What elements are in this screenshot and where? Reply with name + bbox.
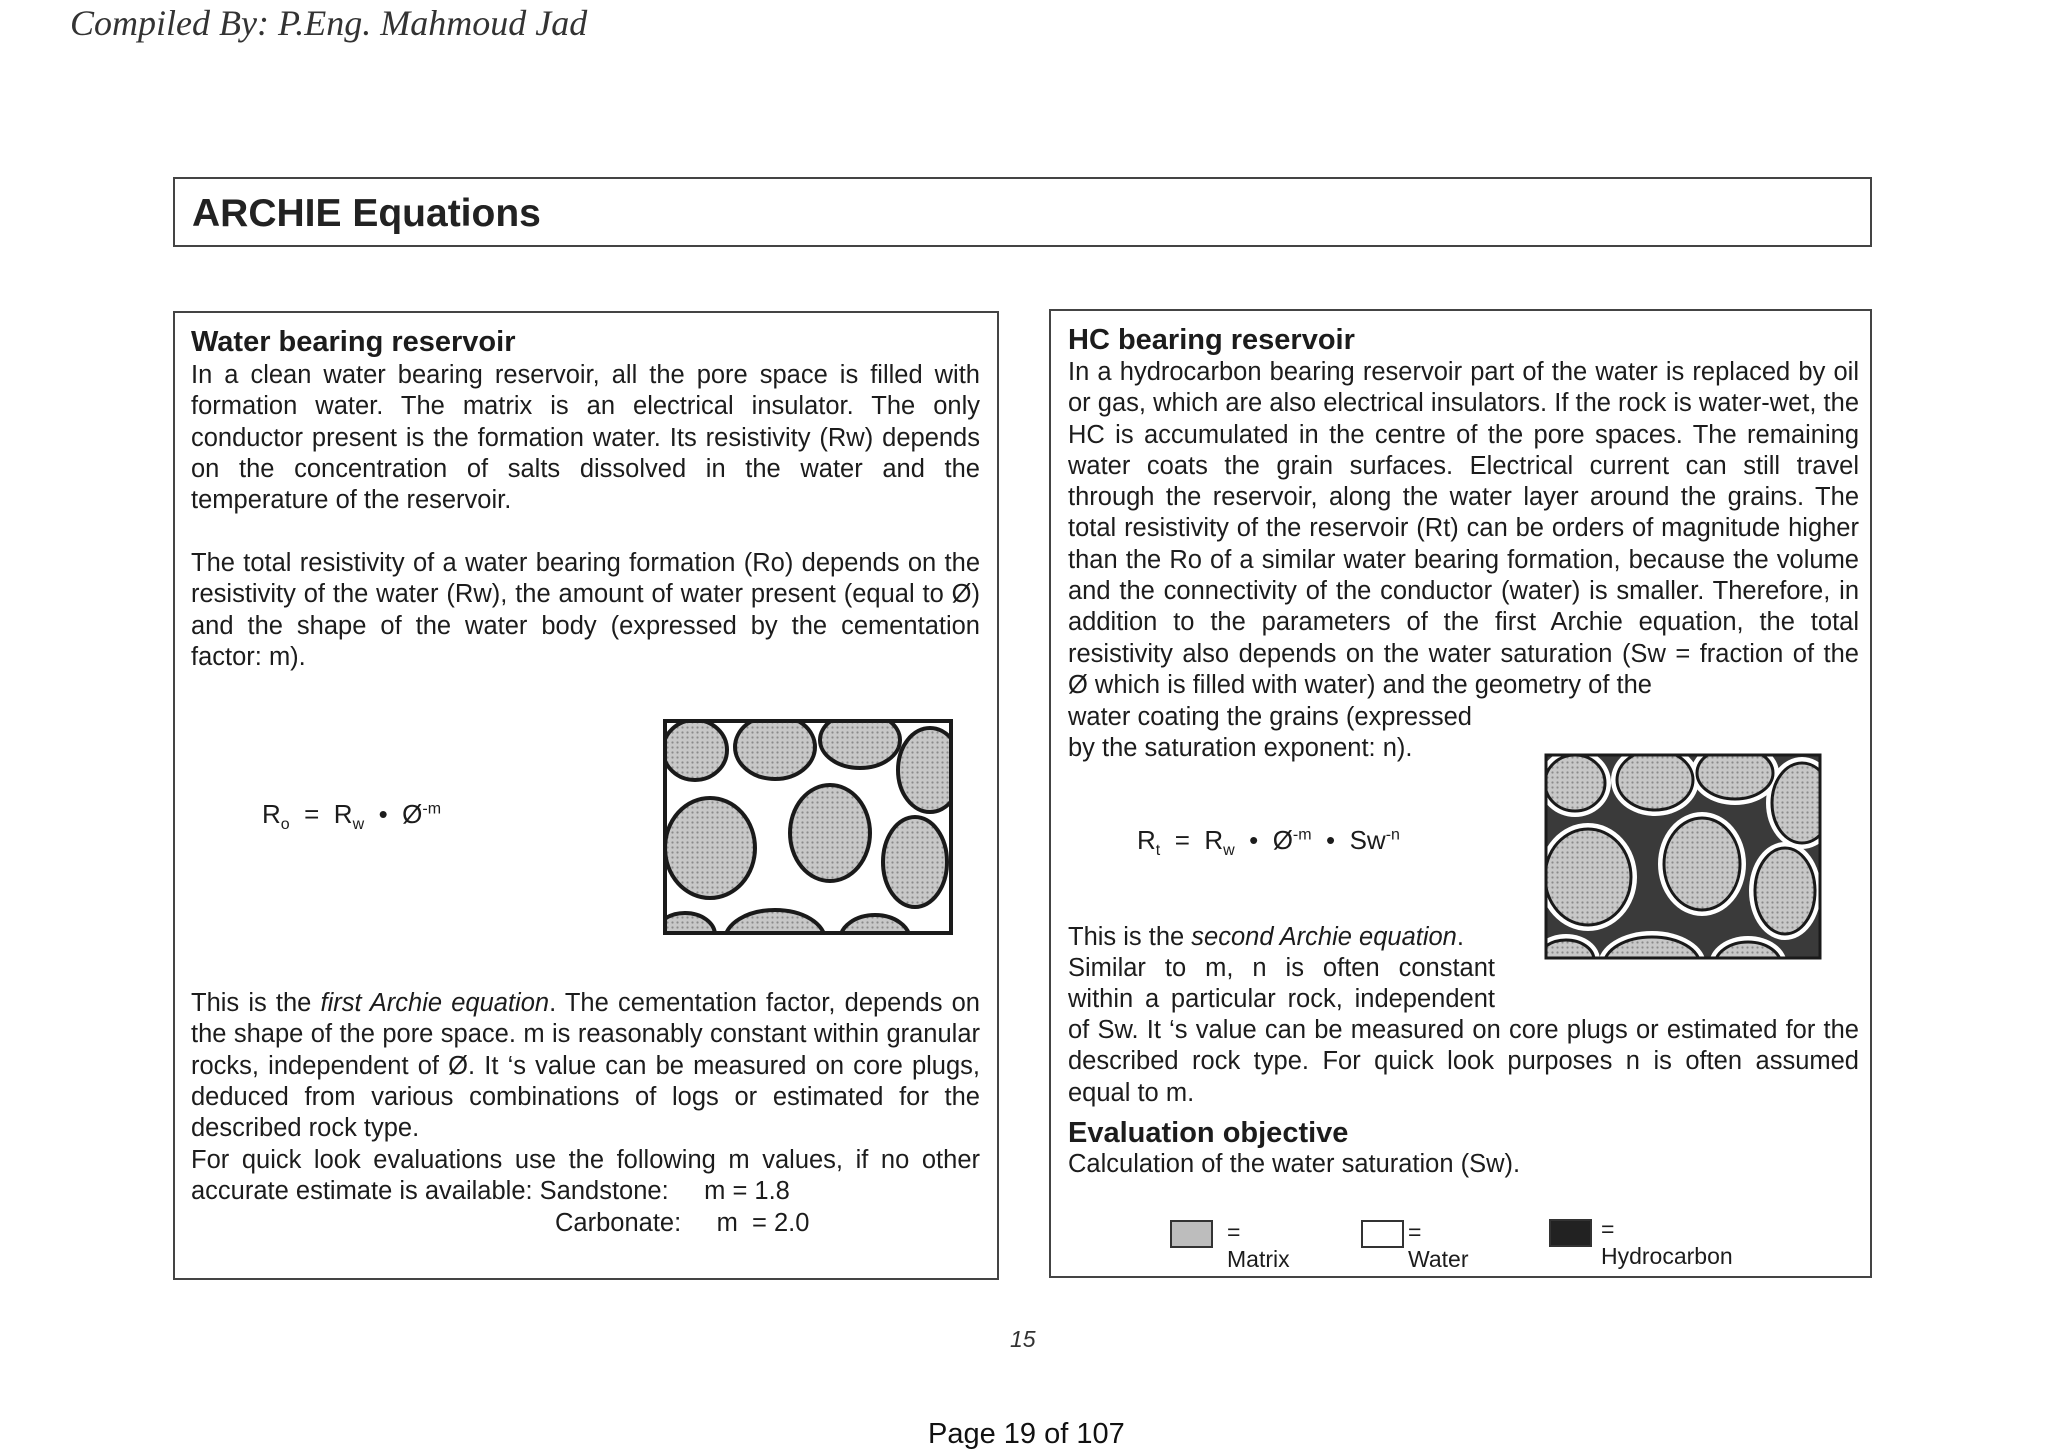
legend-hydrocarbon-label: = Hydrocarbon: [1601, 1216, 1733, 1269]
hc-bearing-paragraph-1-tail-1: water coating the grains (expressed: [1068, 703, 1472, 731]
hc-bearing-paragraph-2-line-1: This is the second Archie equation.: [1068, 923, 1464, 951]
water-bearing-paragraph-1: In a clean water bearing reservoir, all the pore space is filled with formation water. The matrix is an electrical insulator. The only conductor present is the formation water. Its resistivity (Rw) depends on the concentration of salts dissolved in the water and the temperature of the reservoir.: [191, 361, 980, 515]
page-title: ARCHIE Equations: [192, 192, 541, 235]
water-swatch: [1361, 1220, 1404, 1248]
page-footer: Page 19 of 107: [928, 1418, 1125, 1450]
hc-bearing-paragraph-2-line-2: Similar to m, n is often constant: [1068, 954, 1495, 982]
page-number: 15: [1010, 1326, 1036, 1352]
second-archie-equation: $R_t = R_w$ • $Ø^{-m}$ • $Sw^{-n}$: [1137, 825, 1400, 860]
evaluation-objective-heading: Evaluation objective: [1068, 1117, 1349, 1149]
evaluation-objective-text: Calculation of the water saturation (Sw).: [1068, 1150, 1521, 1178]
hydrocarbon-swatch: [1549, 1219, 1592, 1247]
water-bearing-paragraph-3: This is the first Archie equation. The cementation factor, depends on the shape of the pore space. m is reasonably constant within granular rocks, independent of Ø. It ‘s value can be measured on core plugs, deduced from various combinations of logs or estimated for the described rock type.: [191, 989, 980, 1143]
hc-bearing-paragraph-1-tail-2: by the saturation exponent: n).: [1068, 734, 1413, 762]
quick-look-line-1: For quick look evaluations use the following m values, if no other: [191, 1146, 980, 1174]
title-box: [173, 177, 1872, 247]
hc-bearing-paragraph-1: In a hydrocarbon bearing reservoir part of the water is replaced by oil or gas, which are also electrical insulators. If the rock is water-wet, the HC is accumulated in the centre of the pore spaces. The remaining water coats the grain surfaces. Electrical current can still travel through the reservoir, along the water layer around the grains. The total resistivity of the reservoir (Rt) can be orders of magnitude higher than the Ro of a similar water bearing formation, because the volume and the connectivity of the conductor (water) is smaller. Therefore, in addition to the parameters of the first Archie equation, the total resistivity also depends on the water saturation (Sw = fraction of the Ø which is filled with water) and the geometry of the: [1068, 358, 1859, 699]
matrix-swatch: [1170, 1220, 1213, 1248]
hc-bearing-heading: HC bearing reservoir: [1068, 324, 1355, 356]
first-archie-equation: $R_o = R_w$ • $Ø^{-m}$: [262, 799, 442, 834]
hc-bearing-paragraph-2-rest: of Sw. It ‘s value can be measured on core plugs or estimated for the described rock type. For quick look purposes n is often assumed equal to m.: [1068, 1016, 1859, 1107]
hc-bearing-grains-figure: [1530, 725, 1850, 985]
legend-water-label: = Water: [1408, 1219, 1469, 1272]
hc-bearing-paragraph-2-line-3: within a particular rock, independent: [1068, 985, 1495, 1013]
compiled-by-header: Compiled By: P.Eng. Mahmoud Jad: [70, 3, 588, 43]
quick-look-line-2: accurate estimate is available: Sandstone: m = 1.8: [191, 1177, 790, 1205]
water-bearing-paragraph-2: The total resistivity of a water bearing formation (Ro) depends on the resistivity of the water (Rw), the amount of water present (equal to Ø) and the shape of the water body (expressed by the cementation factor: m).: [191, 549, 980, 671]
legend-matrix-label: = Matrix: [1227, 1219, 1290, 1272]
water-bearing-grains-figure: [650, 690, 970, 950]
water-bearing-heading: Water bearing reservoir: [191, 326, 516, 358]
quick-look-line-3: Carbonate: m = 2.0: [555, 1209, 810, 1237]
